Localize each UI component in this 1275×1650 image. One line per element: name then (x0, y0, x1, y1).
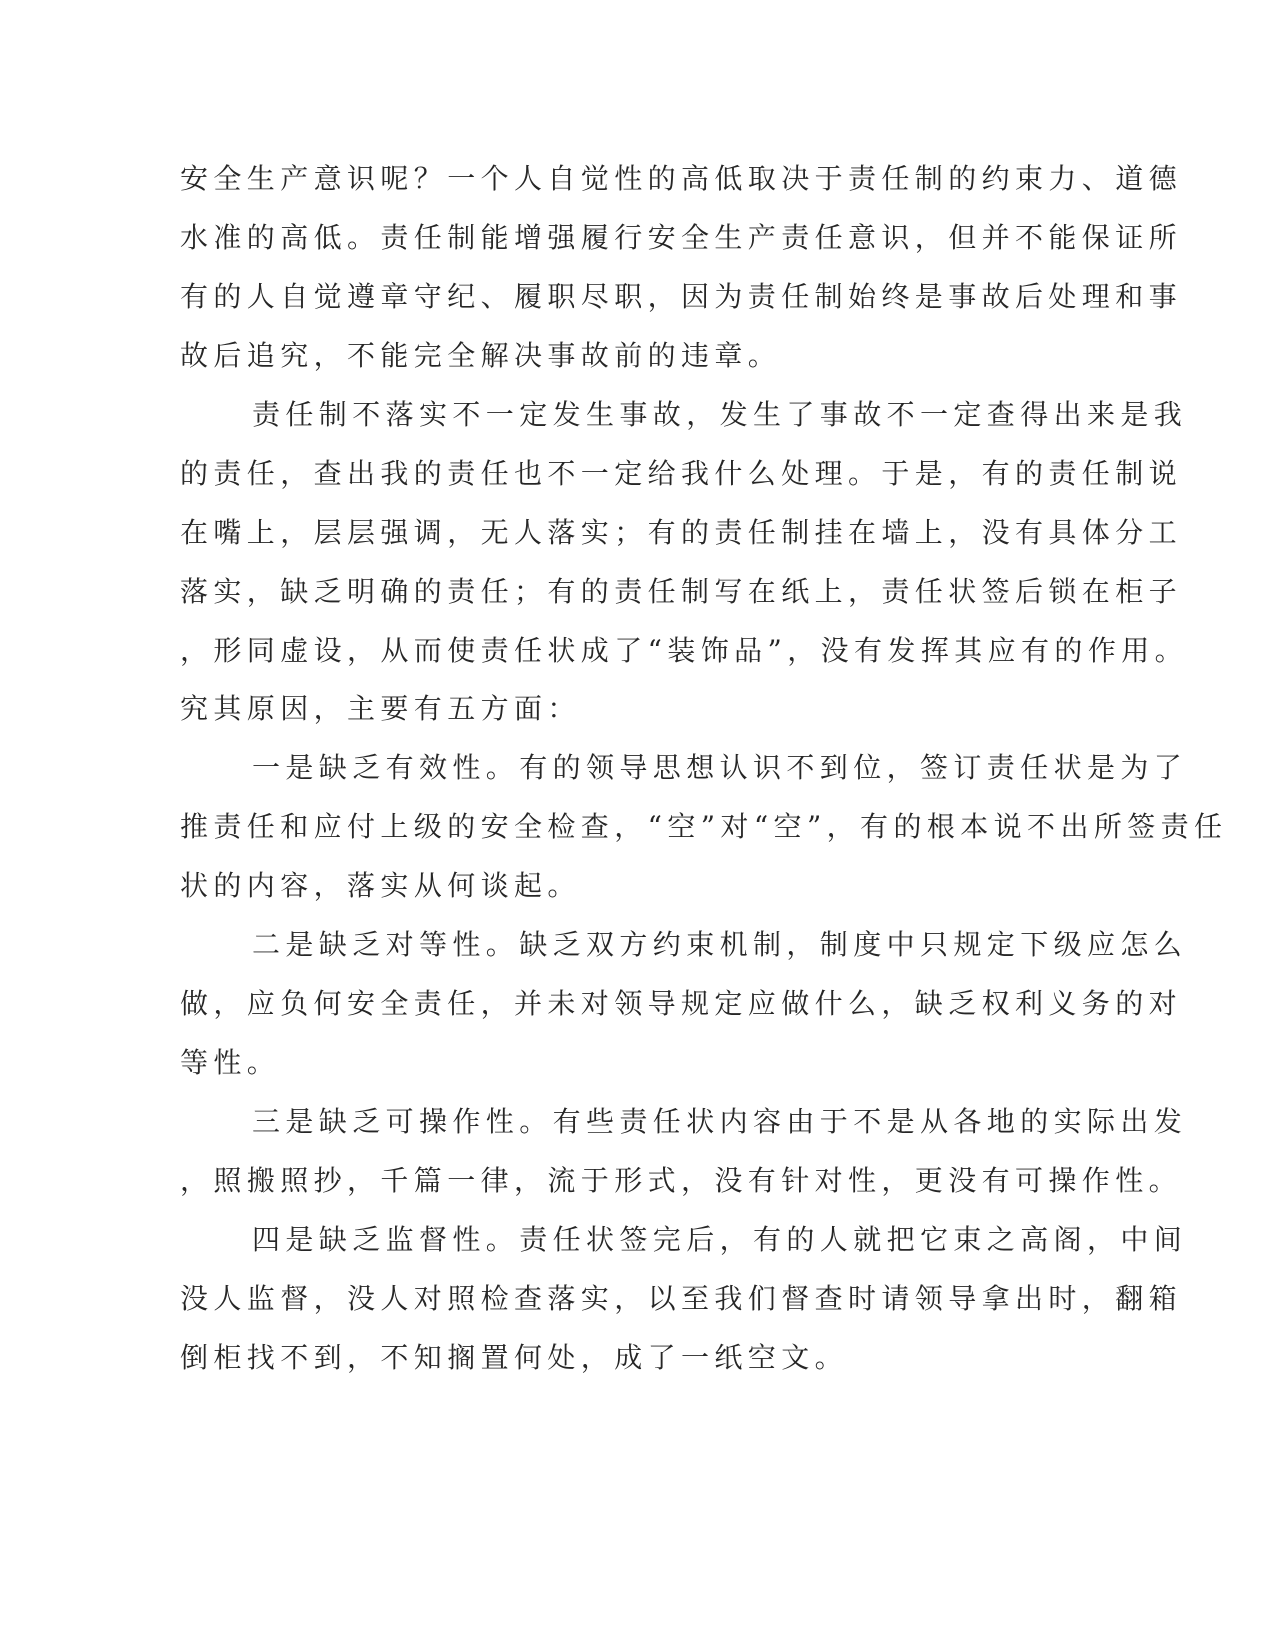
paragraph-line: 故后追究，不能完全解决事故前的违章。 (180, 339, 782, 372)
paragraph-line: ，形同虚设，从而使责任状成了“装饰品”，没有发挥其应有的作用。 (180, 634, 1189, 667)
paragraph-line: 水准的高低。责任制能增强履行安全生产责任意识，但并不能保证所 (180, 221, 1183, 254)
paragraph-line: 四是缺乏监督性。责任状签完后，有的人就把它束之高阁，中间 (252, 1223, 1188, 1256)
paragraph-line: 落实，缺乏明确的责任；有的责任制写在纸上，责任状签后锁在柜子 (180, 575, 1183, 608)
paragraph-line: 安全生产意识呢？一个人自觉性的高低取决于责任制的约束力、道德 (180, 162, 1183, 195)
paragraph-line: 一是缺乏有效性。有的领导思想认识不到位，签订责任状是为了 (252, 751, 1188, 784)
paragraph-line: 推责任和应付上级的安全检查，“空”对“空”，有的根本说不出所签责任 (180, 810, 1228, 843)
paragraph-line: ，照搬照抄，千篇一律，流于形式，没有针对性，更没有可操作性。 (180, 1164, 1183, 1197)
paragraph-line: 责任制不落实不一定发生事故，发生了事故不一定查得出来是我 (252, 398, 1188, 431)
paragraph-line: 究其原因，主要有五方面： (180, 692, 581, 725)
paragraph-line: 有的人自觉遵章守纪、履职尽职，因为责任制始终是事故后处理和事 (180, 280, 1183, 313)
paragraph-line: 的责任，查出我的责任也不一定给我什么处理。于是，有的责任制说 (180, 457, 1183, 490)
paragraph-line: 三是缺乏可操作性。有些责任状内容由于不是从各地的实际出发 (252, 1105, 1188, 1138)
paragraph-line: 状的内容，落实从何谈起。 (180, 869, 581, 902)
paragraph-line: 倒柜找不到，不知搁置何处，成了一纸空文。 (180, 1341, 849, 1374)
paragraph-line: 二是缺乏对等性。缺乏双方约束机制，制度中只规定下级应怎么 (252, 928, 1188, 961)
paragraph-line: 没人监督，没人对照检查落实，以至我们督查时请领导拿出时，翻箱 (180, 1282, 1183, 1315)
paragraph-line: 做，应负何安全责任，并未对领导规定应做什么，缺乏权利义务的对 (180, 987, 1183, 1020)
paragraph-line: 等性。 (180, 1046, 281, 1079)
paragraph-line: 在嘴上，层层强调，无人落实；有的责任制挂在墙上，没有具体分工 (180, 516, 1183, 549)
